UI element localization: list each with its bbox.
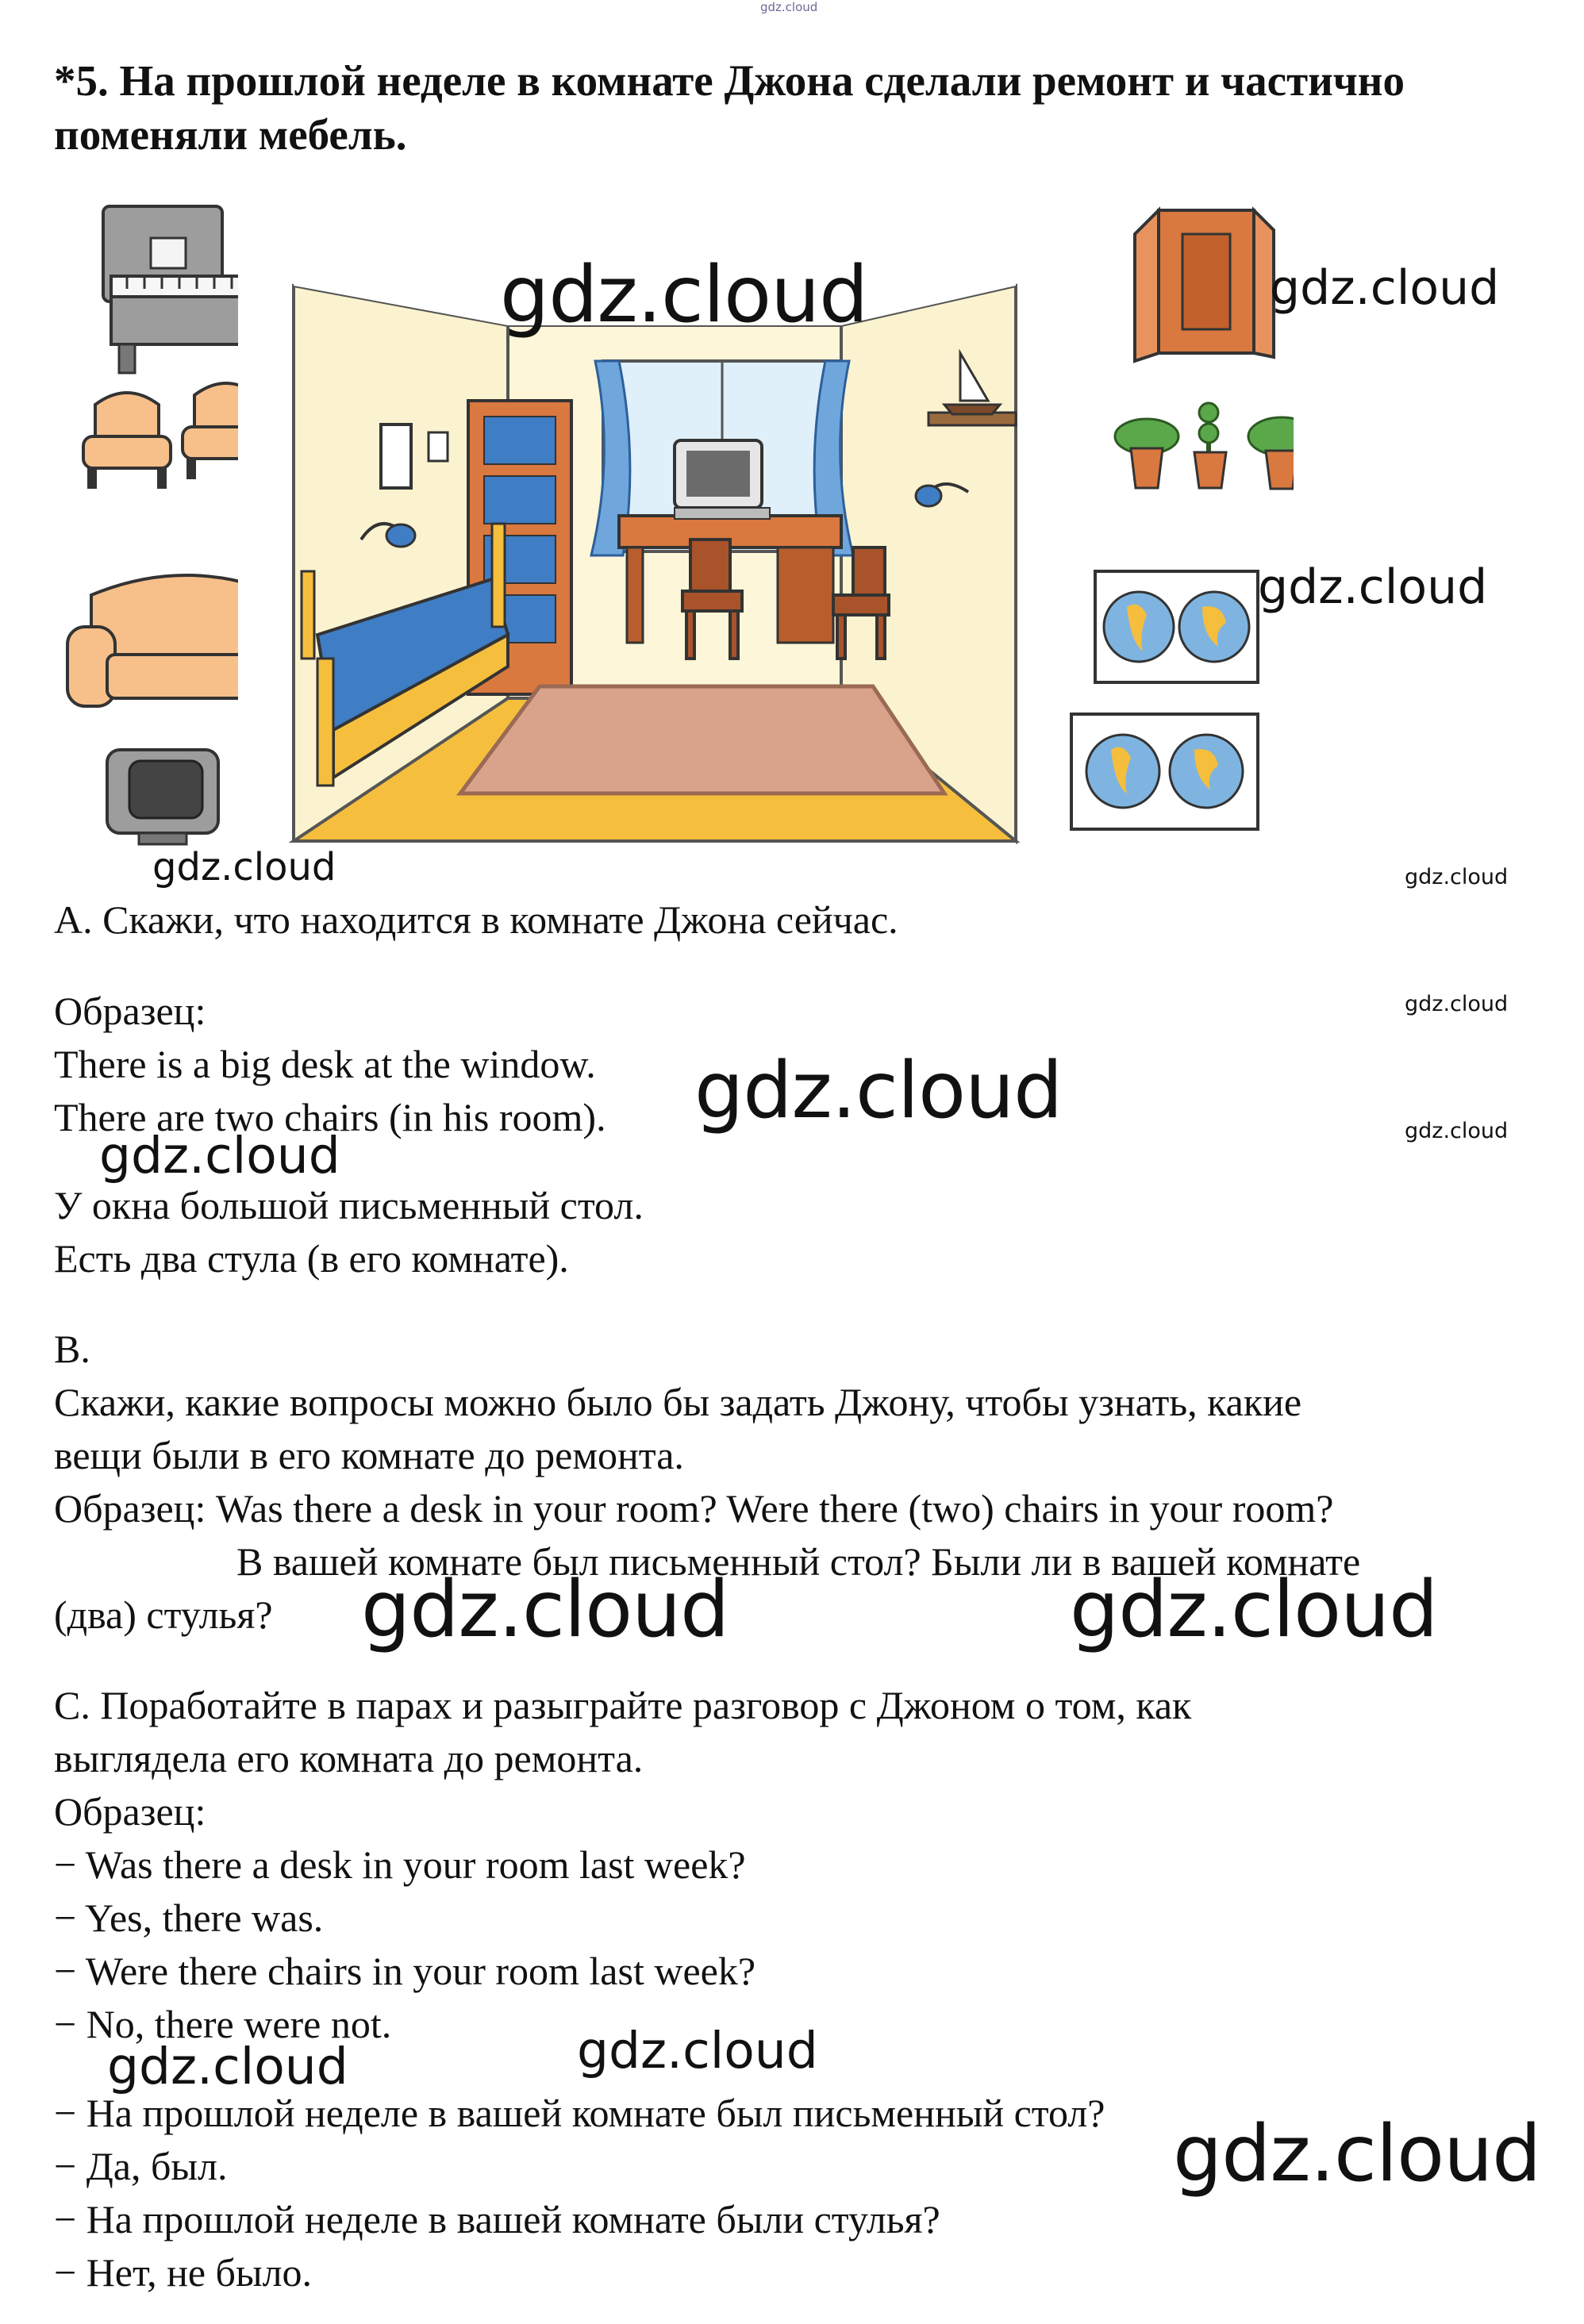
section-b-ru1: В вашей комнате был письменный стол? Были ли в вашей комнате [236, 1539, 1361, 1584]
dialog-line: − Yes, there was. [54, 1896, 324, 1940]
section-b-line2: вещи были в его комнате до ремонта. [54, 1433, 684, 1477]
top-watermark: gdz.cloud [760, 0, 818, 14]
watermark: gdz.cloud [1173, 2109, 1541, 2199]
exercise-title-line1: *5. На прошлой неделе в комнате Джона сделали ремонт и частично [54, 56, 1405, 105]
section-a-en1: There is a big desk at the window. [54, 1042, 596, 1086]
watermark: gdz.cloud [107, 2038, 348, 2095]
section-b-label: B. [54, 1327, 90, 1371]
watermark: gdz.cloud [500, 250, 868, 340]
plants-icon [1115, 403, 1294, 489]
watermark: gdz.cloud [1270, 260, 1500, 316]
map-icon [1071, 714, 1258, 829]
dialog-line: − Да, был. [54, 2144, 228, 2188]
watermark: gdz.cloud [1070, 1565, 1438, 1655]
section-a-en2: There are two chairs (in his room). [54, 1095, 606, 1139]
map-icon [1095, 571, 1258, 682]
dialog-line: − На прошлой неделе в вашей комнате был письменный стол? [54, 2091, 1105, 2135]
dialog-line: − На прошлой неделе в вашей комнате были стулья? [54, 2197, 940, 2241]
watermark: gdz.cloud [99, 1127, 340, 1185]
watermark: gdz.cloud [1405, 865, 1509, 889]
dialog-line: − Were there chairs in your room last week? [54, 1949, 756, 1993]
section-c-line1: C. Поработайте в парах и разыграйте разговор с Джоном о том, как [54, 1683, 1192, 1727]
section-b-ru2: (два) стулья? [54, 1592, 273, 1637]
wardrobe-icon [1135, 210, 1274, 361]
watermark: gdz.cloud [1405, 1119, 1509, 1143]
section-c-sample-label: Образец: [54, 1789, 206, 1834]
tv-icon [107, 750, 218, 844]
section-b-sample: Образец: Was there a desk in your room? Were there (two) chairs in your room? [54, 1486, 1334, 1531]
dialog-line: − No, there were not. [54, 2002, 392, 2046]
section-a-sample-label: Образец: [54, 989, 206, 1033]
section-a-ru2: Есть два стула (в его комнате). [54, 1236, 569, 1281]
watermark: gdz.cloud [361, 1565, 729, 1655]
exercise-title-line2: поменяли мебель. [54, 110, 407, 159]
section-b-line1: Скажи, какие вопросы можно было бы задать Джону, чтобы узнать, какие [54, 1380, 1302, 1424]
section-c-line2: выглядела его комната до ремонта. [54, 1736, 644, 1780]
watermark: gdz.cloud [577, 2022, 818, 2080]
section-a-ru1: У окна большой письменный стол. [54, 1183, 644, 1227]
dialog-line: − Нет, не было. [54, 2250, 313, 2295]
section-a-prompt: A. Скажи, что находится в комнате Джона сейчас. [54, 897, 898, 942]
watermark: gdz.cloud [1405, 992, 1509, 1016]
dialog-line: − Was there a desk in your room last week? [54, 1842, 746, 1887]
watermark: gdz.cloud [152, 845, 336, 889]
watermark: gdz.cloud [694, 1046, 1063, 1136]
watermark: gdz.cloud [1258, 559, 1488, 615]
